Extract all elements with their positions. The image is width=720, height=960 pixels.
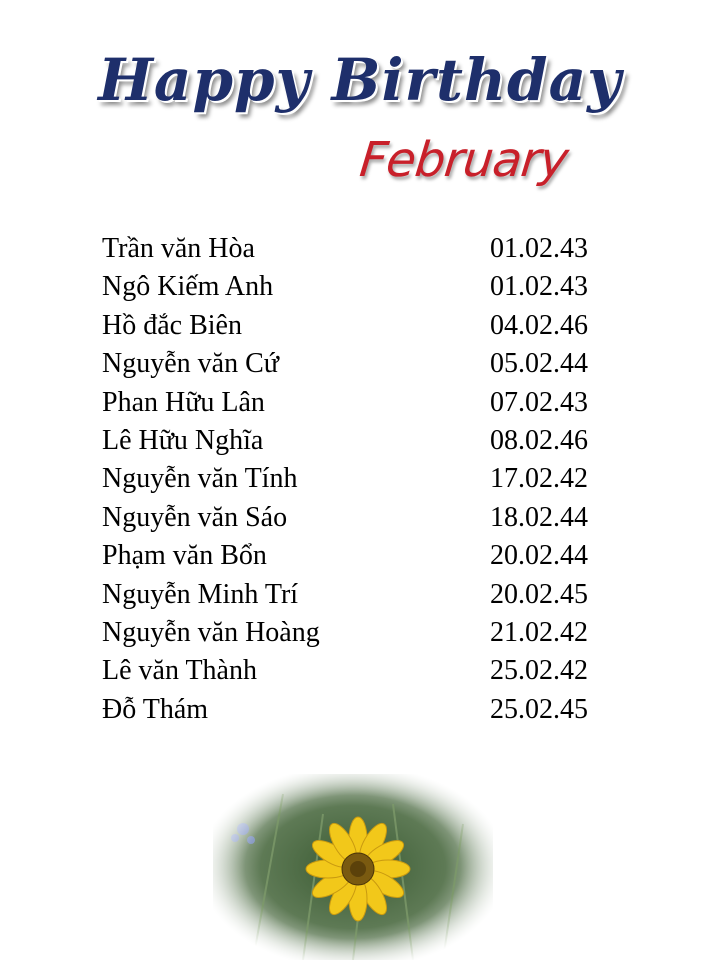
person-name: Phan Hữu Lân	[102, 386, 265, 418]
list-item	[102, 384, 602, 422]
list-item	[102, 345, 602, 383]
birth-date: 20.02.45	[490, 578, 588, 610]
birth-date: 20.02.44	[490, 540, 588, 572]
list-item	[102, 652, 602, 690]
sunflower-photo	[213, 774, 493, 960]
list-item	[102, 460, 602, 498]
birth-date: 01.02.43	[490, 271, 588, 303]
birth-date: 07.02.43	[490, 386, 588, 418]
person-name: Phạm văn Bổn	[102, 540, 267, 572]
list-item	[102, 691, 602, 729]
person-name: Hồ đắc Biên	[102, 309, 242, 341]
person-name: Đỗ Thám	[102, 693, 209, 725]
birth-date: 01.02.43	[490, 233, 588, 264]
person-name: Nguyễn văn Sáo	[102, 501, 288, 533]
list-item	[102, 230, 602, 268]
list-item	[102, 268, 602, 306]
person-name: Nguyễn văn Cứ	[102, 348, 279, 380]
birthday-list	[102, 230, 602, 729]
birth-date: 05.02.44	[490, 348, 588, 380]
person-name: Trần văn Hòa	[102, 233, 255, 264]
birth-date: 17.02.42	[490, 463, 588, 495]
birth-date: 04.02.46	[490, 309, 588, 341]
title-happy-birthday: Happy Birthday	[98, 46, 622, 114]
list-item	[102, 614, 602, 652]
person-name: Lê văn Thành	[102, 655, 257, 687]
birth-date: 21.02.42	[490, 616, 588, 648]
list-item	[102, 307, 602, 345]
list-item	[102, 422, 602, 460]
subtitle-month: February	[357, 132, 571, 188]
person-name: Nguyễn văn Tính	[102, 463, 298, 495]
person-name: Nguyễn văn Hoàng	[102, 616, 320, 648]
person-name: Lê Hữu Nghĩa	[102, 424, 264, 456]
birth-date: 08.02.46	[490, 424, 588, 456]
birth-date: 25.02.45	[490, 693, 588, 725]
person-name: Nguyễn Minh Trí	[102, 578, 299, 610]
birth-date: 18.02.44	[490, 501, 588, 533]
list-item	[102, 499, 602, 537]
list-item	[102, 576, 602, 614]
birth-date: 25.02.42	[490, 655, 588, 687]
person-name: Ngô Kiếm Anh	[102, 271, 274, 303]
list-item	[102, 537, 602, 575]
